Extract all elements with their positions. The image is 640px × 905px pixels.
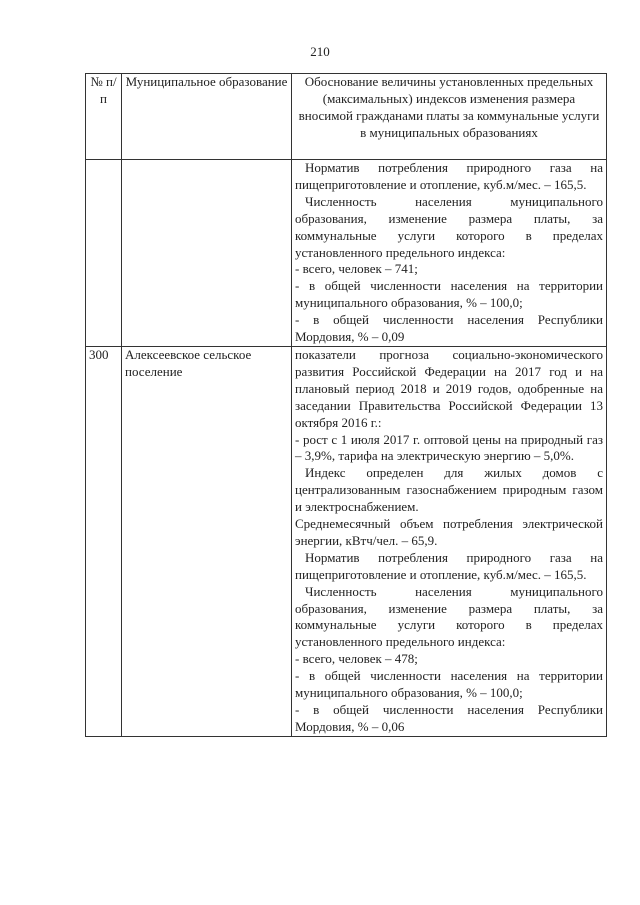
gas-norm-paragraph: Норматив потребления природного газа на пищеприготовление и отопление, куб.м/мес. – 165,5. — [295, 160, 603, 192]
gas-norm-paragraph: Норматив потребления природного газа на пищеприготовление и отопление, куб.м/мес. – 165,5. — [295, 549, 603, 582]
forecast-paragraph: показатели прогноза социально-экономического развития Российской Федерации на 2017 год и на плановый период 2018 и 2019 годов, одобренные на заседании Правительства Российской Федерации 13 октября 2016 г.: — [295, 346, 603, 430]
price-growth-paragraph: - рост с 1 июля 2017 г. оптовой цены на природный газ – 3,9%, тарифа на электрическую энергию – 5,0%. — [295, 431, 603, 464]
page-number: 210 — [310, 44, 330, 59]
population-total: - всего, человек – 478; — [295, 651, 418, 667]
row-justification — [292, 160, 607, 347]
population-paragraph: Численность населения муниципального образования, изменение размера платы, за коммунальные услуги которого в пределах установленного предельного индекса: — [295, 193, 603, 260]
row-number: 300 — [86, 346, 122, 736]
population-share-republic: - в общей численности населения Республики Мордовия, % – 0,06 — [295, 702, 603, 734]
tariff-index-table — [85, 73, 607, 737]
electricity-consumption-paragraph: Среднемесячный объем потребления электрической энергии, кВтч/чел. – 65,9. — [295, 516, 603, 548]
population-total: - всего, человек – 741; — [295, 261, 418, 277]
population-share-republic: - в общей численности населения Республики Мордовия, % – 0,09 — [295, 312, 603, 345]
table-header-row — [86, 74, 607, 160]
table-row — [86, 346, 607, 736]
row-municipality: Алексеевское сельское поселение — [122, 346, 292, 736]
population-share-municipality: - в общей численности населения на территории муниципального образования, % – 100,0; — [295, 278, 603, 311]
table-row — [86, 160, 607, 347]
row-justification — [292, 346, 607, 736]
index-scope-paragraph: Индекс определен для жилых домов с централизованным газоснабжением природным газом и электроснабжением. — [295, 465, 603, 515]
header-num: № п/п — [86, 74, 122, 160]
header-municipality: Муниципальное образование — [122, 74, 292, 160]
population-paragraph: Численность населения муниципального образования, изменение размера платы, за коммунальные услуги которого в пределах установленного предельного индекса: — [295, 583, 603, 650]
header-justification: Обоснование величины установленных предельных (максимальных) индексов изменения размера вносимой гражданами платы за коммунальные услуги в муниципальных образованиях — [292, 74, 607, 160]
population-share-municipality: - в общей численности населения на территории муниципального образования, % – 100,0; — [295, 668, 603, 701]
row-number — [86, 160, 122, 347]
row-municipality — [122, 160, 292, 347]
